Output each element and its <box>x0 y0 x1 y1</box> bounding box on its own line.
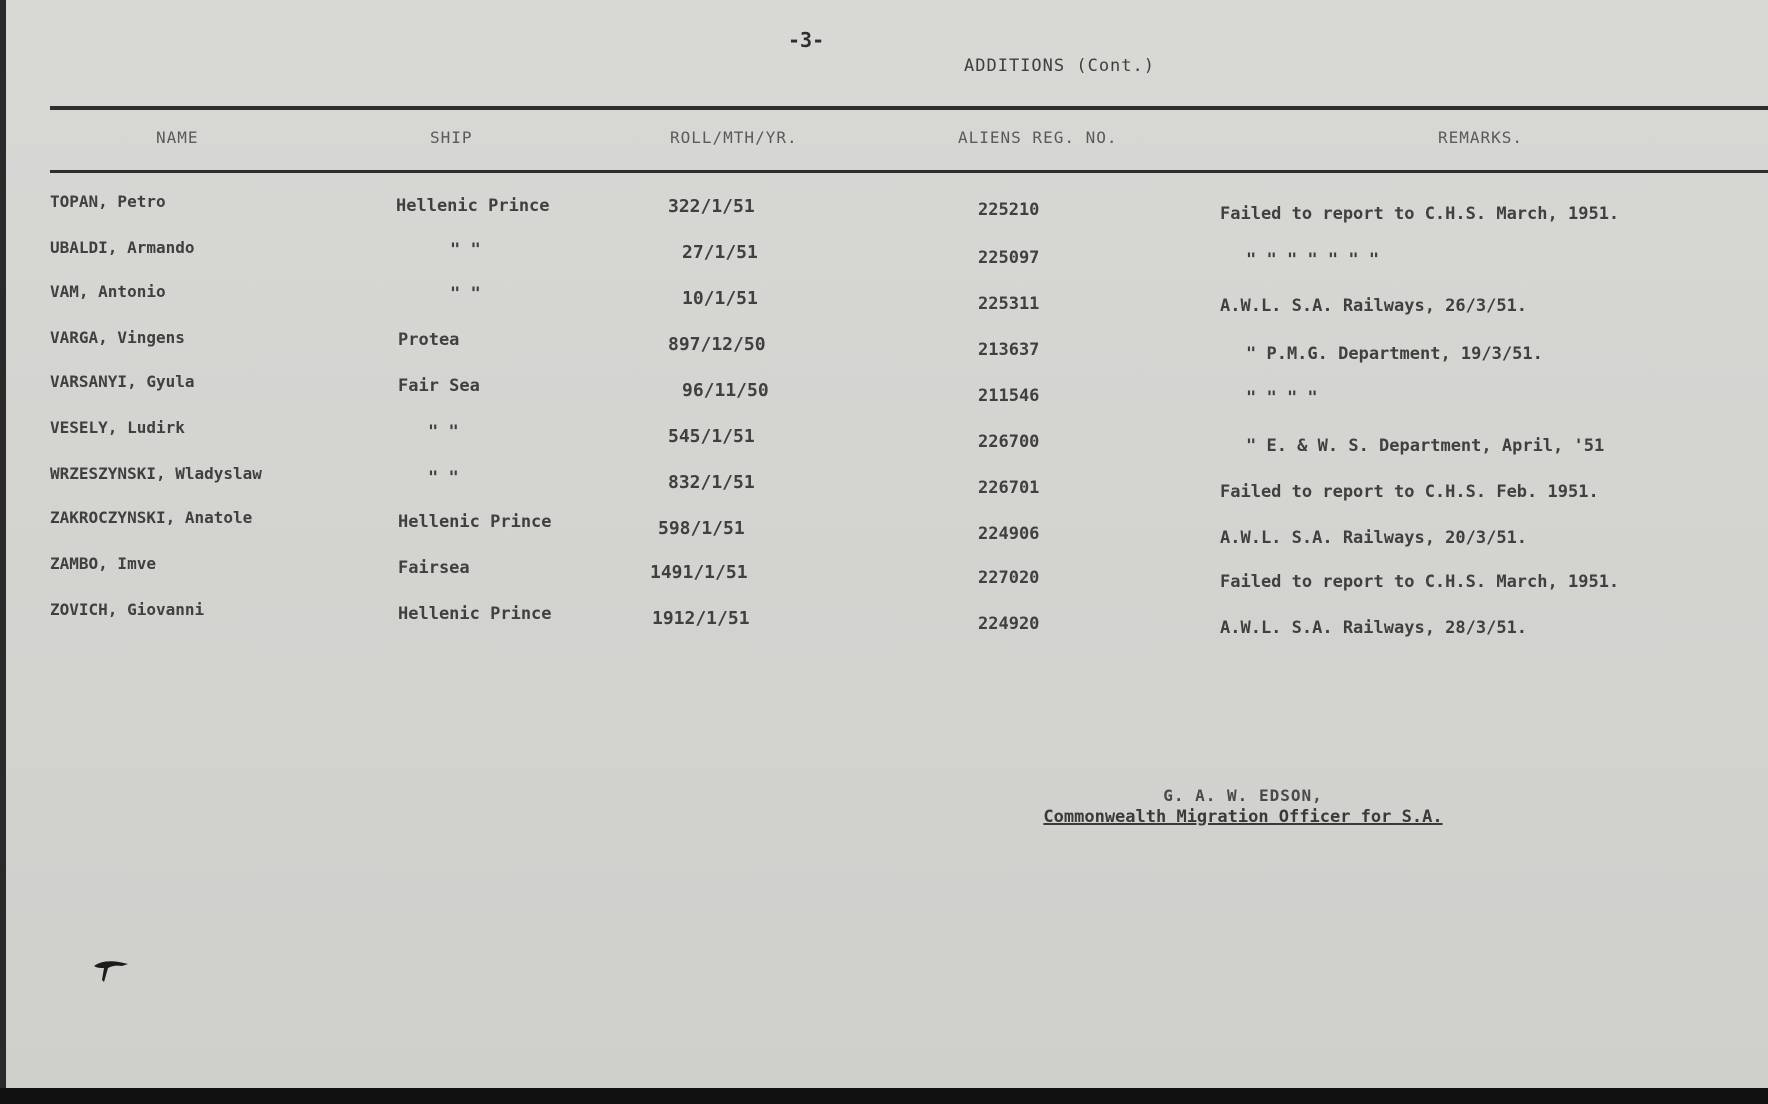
cell-name: ZAMBO, Imve <box>50 554 156 573</box>
cell-roll: 10/1/51 <box>682 288 758 309</box>
cell-roll: 1912/1/51 <box>652 608 750 629</box>
cell-ship: Hellenic Prince <box>396 196 550 216</box>
cell-ship: Protea <box>398 330 460 350</box>
cell-remarks: " " " " " " " <box>1246 250 1380 270</box>
cell-remarks: " E. & W. S. Department, April, '51 <box>1246 436 1605 456</box>
cell-ship: Hellenic Prince <box>398 512 552 532</box>
signatory-name: G. A. W. EDSON, <box>1163 786 1323 805</box>
cell-ship: " " <box>428 422 459 442</box>
cell-roll: 832/1/51 <box>668 472 755 493</box>
cell-remarks: Failed to report to C.H.S. March, 1951. <box>1220 204 1620 224</box>
ink-mark-icon <box>92 956 132 986</box>
cell-aliens-reg: 213637 <box>978 340 1040 360</box>
cell-aliens-reg: 225311 <box>978 294 1040 314</box>
cell-roll: 545/1/51 <box>668 426 755 447</box>
cell-name: VARSANYI, Gyula <box>50 372 195 391</box>
table-header-rule <box>50 170 1768 173</box>
cell-roll: 27/1/51 <box>682 242 758 263</box>
cell-ship: " " <box>428 468 459 488</box>
cell-ship: Fair Sea <box>398 376 480 396</box>
cell-roll: 1491/1/51 <box>650 562 748 583</box>
document-page <box>6 0 1768 1088</box>
cell-remarks: Failed to report to C.H.S. Feb. 1951. <box>1220 482 1599 502</box>
cell-name: VAM, Antonio <box>50 282 166 301</box>
table-top-rule <box>50 106 1768 110</box>
signatory-title: Commonwealth Migration Officer for S.A. <box>1043 807 1443 827</box>
cell-name: TOPAN, Petro <box>50 192 166 211</box>
cell-name: VARGA, Vingens <box>50 328 185 347</box>
cell-ship: " " <box>450 284 481 304</box>
cell-ship: " " <box>450 240 481 260</box>
cell-remarks: Failed to report to C.H.S. March, 1951. <box>1220 572 1620 592</box>
cell-aliens-reg: 225210 <box>978 200 1040 220</box>
cell-aliens-reg: 226701 <box>978 478 1040 498</box>
cell-name: ZAKROCZYNSKI, Anatole <box>50 508 253 527</box>
cell-remarks: A.W.L. S.A. Railways, 26/3/51. <box>1220 296 1528 316</box>
cell-name: WRZESZYNSKI, Wladyslaw <box>50 464 262 483</box>
cell-aliens-reg: 227020 <box>978 568 1040 588</box>
cell-ship: Hellenic Prince <box>398 604 552 624</box>
cell-roll: 96/11/50 <box>682 380 769 401</box>
signature-block <box>978 786 1508 827</box>
cell-aliens-reg: 224906 <box>978 524 1040 544</box>
cell-name: VESELY, Ludirk <box>50 418 185 437</box>
column-header-roll: ROLL/MTH/YR. <box>670 128 798 147</box>
page-number: -3- <box>788 28 825 52</box>
column-header-remarks: REMARKS. <box>1438 128 1524 147</box>
column-header-aliens-reg: ALIENS REG. NO. <box>958 128 1118 147</box>
cell-aliens-reg: 225097 <box>978 248 1040 268</box>
cell-name: ZOVICH, Giovanni <box>50 600 205 619</box>
section-title: ADDITIONS (Cont.) <box>964 56 1155 76</box>
cell-aliens-reg: 211546 <box>978 386 1040 406</box>
cell-remarks: " " " " <box>1246 388 1318 408</box>
cell-roll: 322/1/51 <box>668 196 755 217</box>
column-header-name: NAME <box>156 128 199 147</box>
cell-aliens-reg: 224920 <box>978 614 1040 634</box>
scan-bottom-edge <box>0 1088 1768 1104</box>
column-header-ship: SHIP <box>430 128 473 147</box>
cell-aliens-reg: 226700 <box>978 432 1040 452</box>
cell-name: UBALDI, Armando <box>50 238 195 257</box>
cell-remarks: " P.M.G. Department, 19/3/51. <box>1246 344 1543 364</box>
cell-roll: 897/12/50 <box>668 334 766 355</box>
cell-remarks: A.W.L. S.A. Railways, 20/3/51. <box>1220 528 1528 548</box>
cell-remarks: A.W.L. S.A. Railways, 28/3/51. <box>1220 618 1528 638</box>
cell-ship: Fairsea <box>398 558 470 578</box>
cell-roll: 598/1/51 <box>658 518 745 539</box>
